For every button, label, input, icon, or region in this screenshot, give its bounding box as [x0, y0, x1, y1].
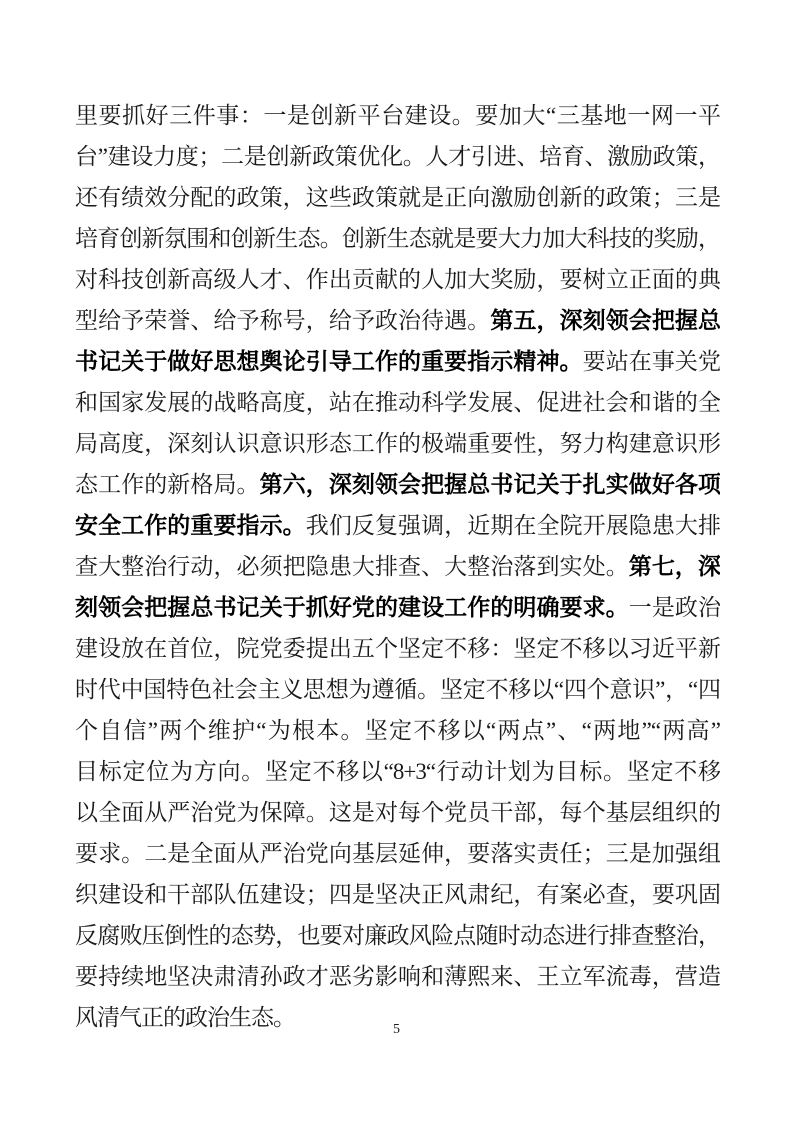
text-line: [75, 259, 720, 300]
text-line: [75, 792, 720, 833]
text-line: [75, 218, 720, 259]
text-line: [75, 382, 720, 423]
text-segment: 对科技创新高级人才、作出贡献的人加大奖励，要树立正面的典: [75, 267, 720, 292]
text-segment: 建设放在首位，院党委提出五个坚定不移：坚定不移以习近平新: [75, 636, 720, 661]
text-segment: 以全面从严治党为保障。这是对每个党员干部，每个基层组织的: [75, 800, 720, 825]
text-line: [75, 956, 720, 997]
text-line: [75, 177, 720, 218]
text-segment: 培育创新氛围和创新生态。创新生态就是要大力加大科技的奖励，: [75, 226, 720, 251]
text-line: [75, 423, 720, 464]
text-line: [75, 915, 720, 956]
text-line: [75, 628, 720, 669]
text-segment: 我们反复强调，近期在全院开展隐患大排: [305, 513, 720, 538]
body-text: [75, 95, 720, 1038]
bold-heading-segment: 第五，深刻领会把握总: [490, 308, 720, 333]
text-segment: 和国家发展的战略高度，站在推动科学发展、促进社会和谐的全: [75, 390, 720, 415]
text-segment: 台”建设力度；二是创新政策优化。人才引进、培育、激励政策，: [75, 144, 720, 169]
text-segment: 风清气正的政治生态。: [75, 1005, 295, 1030]
text-line: [75, 505, 720, 546]
text-segment: 还有绩效分配的政策，这些政策就是正向激励创新的政策；三是: [75, 185, 720, 210]
text-line: [75, 833, 720, 874]
text-segment: 目标定位为方向。坚定不移以“8+3“行动计划为目标。坚定不移: [75, 759, 720, 784]
text-line: [75, 874, 720, 915]
page-number: 5: [393, 1022, 400, 1037]
text-line: [75, 546, 720, 587]
text-segment: 要求。二是全面从严治党向基层延伸，要落实责任；三是加强组: [75, 841, 720, 866]
text-segment: 织建设和干部队伍建设；四是坚决正风肃纪，有案必查，要巩固: [75, 882, 720, 907]
text-segment: 要持续地坚决肃清孙政才恶劣影响和薄熙来、王立军流毒，营造: [75, 964, 720, 989]
text-segment: 反腐败压倒性的态势，也要对廉政风险点随时动态进行排查整治，: [75, 923, 720, 948]
text-segment: 个自信”两个维护“为根本。坚定不移以“两点”、“两地”“两高”: [75, 718, 720, 743]
text-segment: 要站在事关党: [582, 349, 720, 374]
bold-heading-segment: 书记关于做好思想舆论引导工作的重要指示精神。: [75, 349, 583, 374]
text-line: [75, 751, 720, 792]
text-segment: 里要抓好三件事：一是创新平台建设。要加大“三基地一网一平: [75, 103, 720, 128]
text-segment: 型给予荣誉、给予称号，给予政治待遇。: [75, 308, 491, 333]
text-line: [75, 341, 720, 382]
text-segment: 时代中国特色社会主义思想为遵循。坚定不移以“四个意识”，“四: [75, 677, 720, 702]
text-segment: 局高度，深刻认识意识形态工作的极端重要性，努力构建意识形: [75, 431, 720, 456]
text-line: [75, 95, 720, 136]
text-line: [75, 710, 720, 751]
text-line: [75, 136, 720, 177]
text-line: [75, 464, 720, 505]
text-line: [75, 587, 720, 628]
bold-heading-segment: 第七，深: [628, 554, 720, 579]
bold-heading-segment: 安全工作的重要指示。: [75, 513, 306, 538]
bold-heading-segment: 刻领会把握总书记关于抓好党的建设工作的明确要求。: [75, 595, 629, 620]
text-line: [75, 300, 720, 341]
text-line: [75, 669, 720, 710]
text-segment: 态工作的新格局。: [75, 472, 260, 497]
text-segment: 查大整治行动，必须把隐患大排查、大整治落到实处。: [75, 554, 629, 579]
bold-heading-segment: 第六，深刻领会把握总书记关于扎实做好各项: [259, 472, 720, 497]
text-segment: 一是政治: [628, 595, 720, 620]
